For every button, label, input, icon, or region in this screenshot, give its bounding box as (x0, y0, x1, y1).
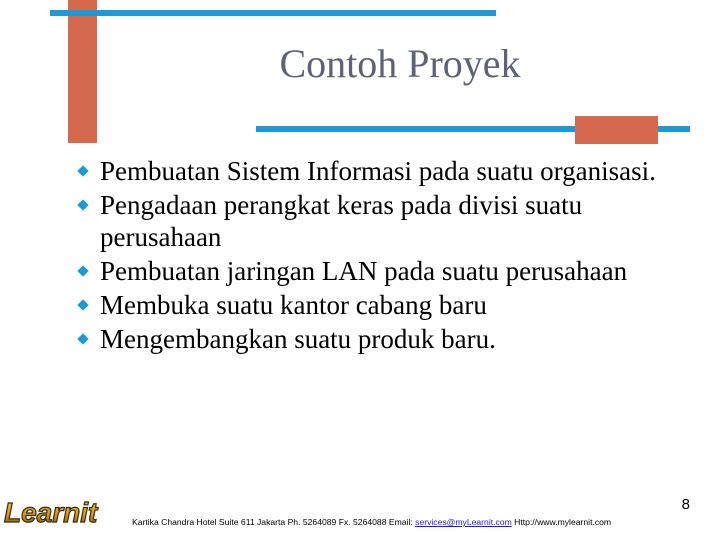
bullet-text: Mengembangkan suatu produk baru. (100, 324, 496, 354)
diamond-bullet-icon (77, 165, 88, 176)
footer (132, 517, 718, 527)
bullet-item (76, 255, 706, 287)
bullet-item (76, 155, 706, 187)
bullet-text: Membuka suatu kantor cabang baru (100, 290, 487, 320)
top-accent-line (50, 10, 496, 16)
slide-title: Contoh Proyek (279, 41, 521, 86)
logo-text: Learnit (4, 497, 98, 528)
diamond-bullet-icon (77, 199, 88, 210)
right-accent-block (575, 116, 658, 144)
footer-website[interactable]: Http://www.mylearnit.com (514, 517, 612, 527)
diamond-bullet-icon (77, 333, 88, 344)
bullet-item (76, 323, 706, 355)
bullet-text: Pengadaan perangkat keras pada divisi suatu perusahaan (100, 190, 583, 252)
bullet-item (76, 189, 706, 253)
footer-email-link[interactable]: services@myLearnit.com (415, 517, 512, 527)
footer-address: Kartika Chandra Hotel Suite 611 Jakarta Ph. 5264089 Fx. 5264088 Email: (132, 517, 413, 527)
left-accent-bar (68, 0, 97, 143)
bullet-item (76, 289, 706, 321)
bullet-text: Pembuatan jaringan LAN pada suatu perusahaan (100, 256, 628, 286)
diamond-bullet-icon (77, 265, 88, 276)
diamond-bullet-icon (77, 299, 88, 310)
bullet-list (76, 155, 706, 357)
bullet-text: Pembuatan Sistem Informasi pada suatu organisasi. (100, 156, 656, 186)
page-number: 8 (681, 496, 690, 513)
learnit-logo (2, 490, 130, 536)
